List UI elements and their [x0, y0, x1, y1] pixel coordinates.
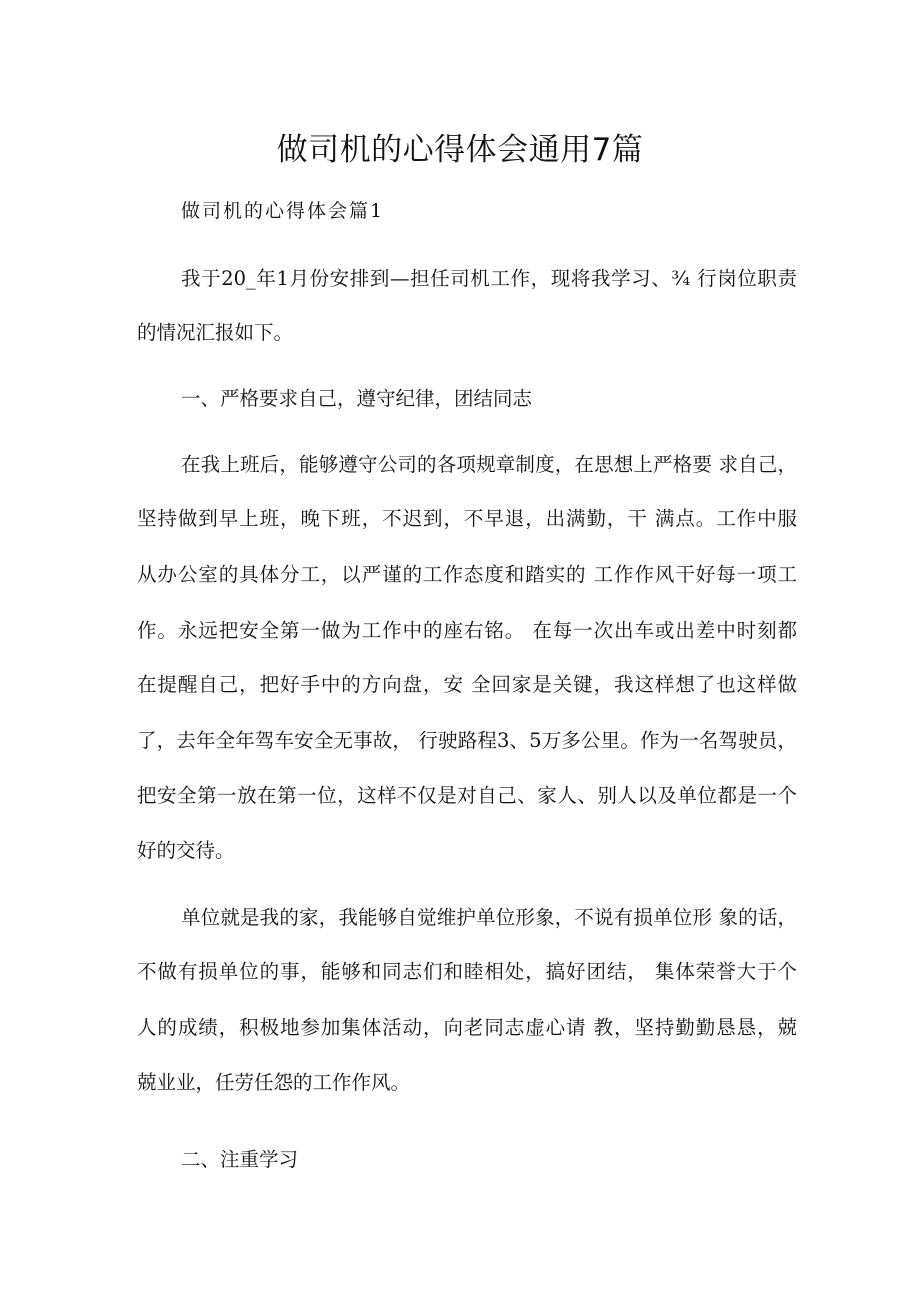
- para1-line-2: 坚持做到早上班，晚下班，不迟到，不早退，出满勤，干 满点。工作中服: [137, 507, 797, 530]
- article-subtitle: 做司机的心得体会篇1: [181, 200, 385, 222]
- para1-line-1: 在我上班后，能够遵守公司的各项规章制度，在思想上严格要 求自己，: [181, 453, 797, 476]
- intro-line-2: 的情况汇报如下。: [137, 321, 294, 344]
- para2-line-1: 单位就是我的家，我能够自觉维护单位形象，不说有损单位形 象的话，: [181, 906, 797, 929]
- para1-line-4: 作。永远把安全第一做为工作中的座右铭。 在每一次出车或出差中时刻都: [137, 619, 797, 642]
- para1-line-7: 把安全第一放在第一位，这样不仅是对自己、家人、别人以及单位都是一个: [137, 784, 797, 807]
- para2-line-2: 不做有损单位的事，能够和同志们和睦相处，搞好团结， 集体荣誉大于个: [137, 960, 797, 983]
- section-heading-2: 二、注重学习: [181, 1148, 299, 1171]
- para1-line-6: 了，去年全年驾车安全无事故， 行驶路程3、5万多公里。作为一名驾驶员，: [137, 729, 797, 752]
- para1-line-8: 好的交待。: [137, 839, 235, 862]
- section-heading-1: 一、严格要求自己，遵守纪律，团结同志: [181, 387, 533, 410]
- para2-line-4: 兢业业，任劳任怨的工作作风。: [137, 1071, 411, 1094]
- para1-line-3: 从办公室的具体分工，以严谨的工作态度和踏实的 工作作风干好每一项工: [137, 563, 797, 586]
- intro-line-1: 我于20_年1月份安排到—担任司机工作，现将我学习、¾ 行岗位职责: [181, 267, 797, 290]
- para2-line-3: 人的成绩，积极地参加集体活动，向老同志虚心请 教，坚持勤勤恳恳，兢: [137, 1016, 797, 1039]
- document-title: 做司机的心得体会通用7篇: [276, 132, 644, 168]
- para1-line-5: 在提醒自己，把好手中的方向盘，安 全回家是关键，我这样想了也这样做: [137, 673, 797, 696]
